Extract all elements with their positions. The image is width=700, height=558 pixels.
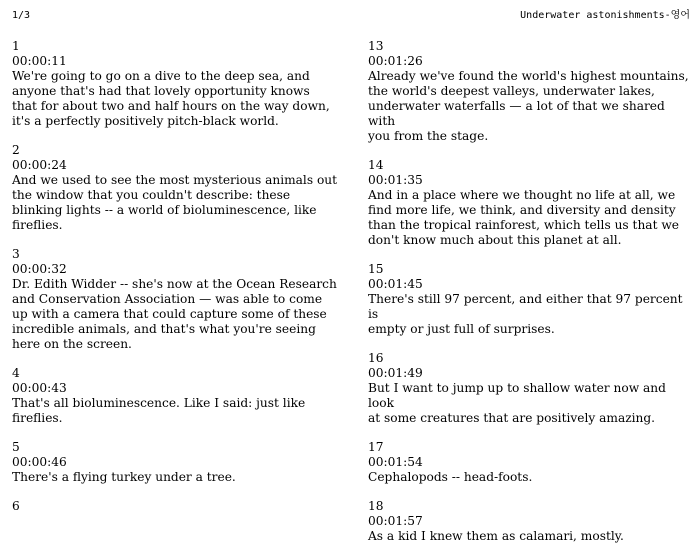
subtitle-timestamp: 00:00:43 [12, 381, 67, 395]
subtitle-line: find more life, we think, and diversity and density [368, 203, 676, 217]
subtitle-line: That's all bioluminescence. Like I said: just like [12, 396, 306, 410]
subtitle-timestamp: 00:01:26 [368, 54, 423, 68]
subtitle-timestamp: 00:01:57 [368, 514, 423, 528]
subtitle-line: the world's deepest valleys, underwater lakes, [368, 84, 655, 98]
subtitle-entry [12, 366, 350, 426]
subtitle-line: underwater waterfalls — a lot of that we shared with [368, 99, 669, 128]
subtitle-line: incredible animals, and that's what you're seeing [12, 322, 316, 336]
subtitle-entry [368, 440, 694, 485]
subtitle-index: 2 [12, 143, 20, 157]
subtitle-line: We're going to go on a dive to the deep sea, and [12, 69, 310, 83]
subtitle-index: 17 [368, 440, 384, 454]
subtitle-line: blinking lights -- a world of bioluminescence, like [12, 203, 317, 217]
subtitle-entry [368, 39, 694, 144]
subtitle-line: And in a place where we thought no life at all, we [368, 188, 676, 202]
subtitle-timestamp: 00:00:24 [12, 158, 67, 172]
subtitle-column-left [12, 39, 350, 528]
page-header [12, 8, 690, 24]
subtitle-line: and Conservation Association — was able to come [12, 292, 323, 306]
subtitle-line: empty or just full of surprises. [368, 322, 555, 336]
subtitle-timestamp: 00:00:32 [12, 262, 67, 276]
subtitle-line: fireflies. [12, 218, 63, 232]
subtitle-line: the window that you couldn't describe: these [12, 188, 291, 202]
subtitle-line: than the tropical rainforest, which tells us that we [368, 218, 679, 232]
document-title: Underwater astonishments-영어 [520, 10, 690, 21]
subtitle-entry [368, 351, 694, 426]
subtitle-line: There's still 97 percent, and either that 97 percent is [368, 292, 687, 321]
subtitle-line: that for about two and half hours on the way down, [12, 99, 330, 113]
subtitle-line: it's a perfectly positively pitch-black world. [12, 114, 279, 128]
subtitle-index: 16 [368, 351, 384, 365]
subtitle-index: 14 [368, 158, 384, 172]
subtitle-index: 5 [12, 440, 20, 454]
subtitle-index: 1 [12, 39, 20, 53]
subtitle-entry [12, 440, 350, 485]
subtitle-entry [12, 39, 350, 129]
subtitle-timestamp: 00:00:46 [12, 455, 67, 469]
subtitle-timestamp: 00:01:35 [368, 173, 423, 187]
subtitle-index: 3 [12, 247, 20, 261]
subtitle-entry [12, 247, 350, 352]
subtitle-line: up with a camera that could capture some of these [12, 307, 327, 321]
subtitle-entry [368, 262, 694, 337]
subtitle-line: fireflies. [12, 411, 63, 425]
subtitle-entry [368, 499, 694, 544]
subtitle-line: As a kid I knew them as calamari, mostly. [368, 529, 624, 543]
subtitle-timestamp: 00:01:49 [368, 366, 423, 380]
subtitle-timestamp: 00:01:45 [368, 277, 423, 291]
subtitle-timestamp: 00:00:11 [12, 54, 67, 68]
subtitle-entry [368, 158, 694, 248]
subtitle-index: 4 [12, 366, 20, 380]
subtitle-line: But I want to jump up to shallow water now and look [368, 381, 670, 410]
subtitle-line: anyone that's had that lovely opportunity knows [12, 84, 310, 98]
subtitle-line: don't know much about this planet at all. [368, 233, 622, 247]
subtitle-line: you from the stage. [368, 129, 489, 143]
subtitle-line: here on the screen. [12, 337, 132, 351]
subtitle-entry [12, 143, 350, 233]
subtitle-index: 15 [368, 262, 384, 276]
subtitle-timestamp: 00:01:54 [368, 455, 423, 469]
subtitle-line: at some creatures that are positively amazing. [368, 411, 656, 425]
subtitle-line: And we used to see the most mysterious animals out [12, 173, 338, 187]
subtitle-column-right [368, 39, 694, 558]
subtitle-line: There's a flying turkey under a tree. [12, 470, 236, 484]
subtitle-index: 18 [368, 499, 384, 513]
subtitle-index: 13 [368, 39, 384, 53]
subtitle-index: 6 [12, 499, 20, 513]
subtitle-line: Already we've found the world's highest mountains, [368, 69, 689, 83]
subtitle-entry [12, 499, 350, 514]
page-number: 1/3 [12, 10, 31, 21]
subtitle-line: Cephalopods -- head-foots. [368, 470, 533, 484]
subtitle-line: Dr. Edith Widder -- she's now at the Ocean Research [12, 277, 337, 291]
